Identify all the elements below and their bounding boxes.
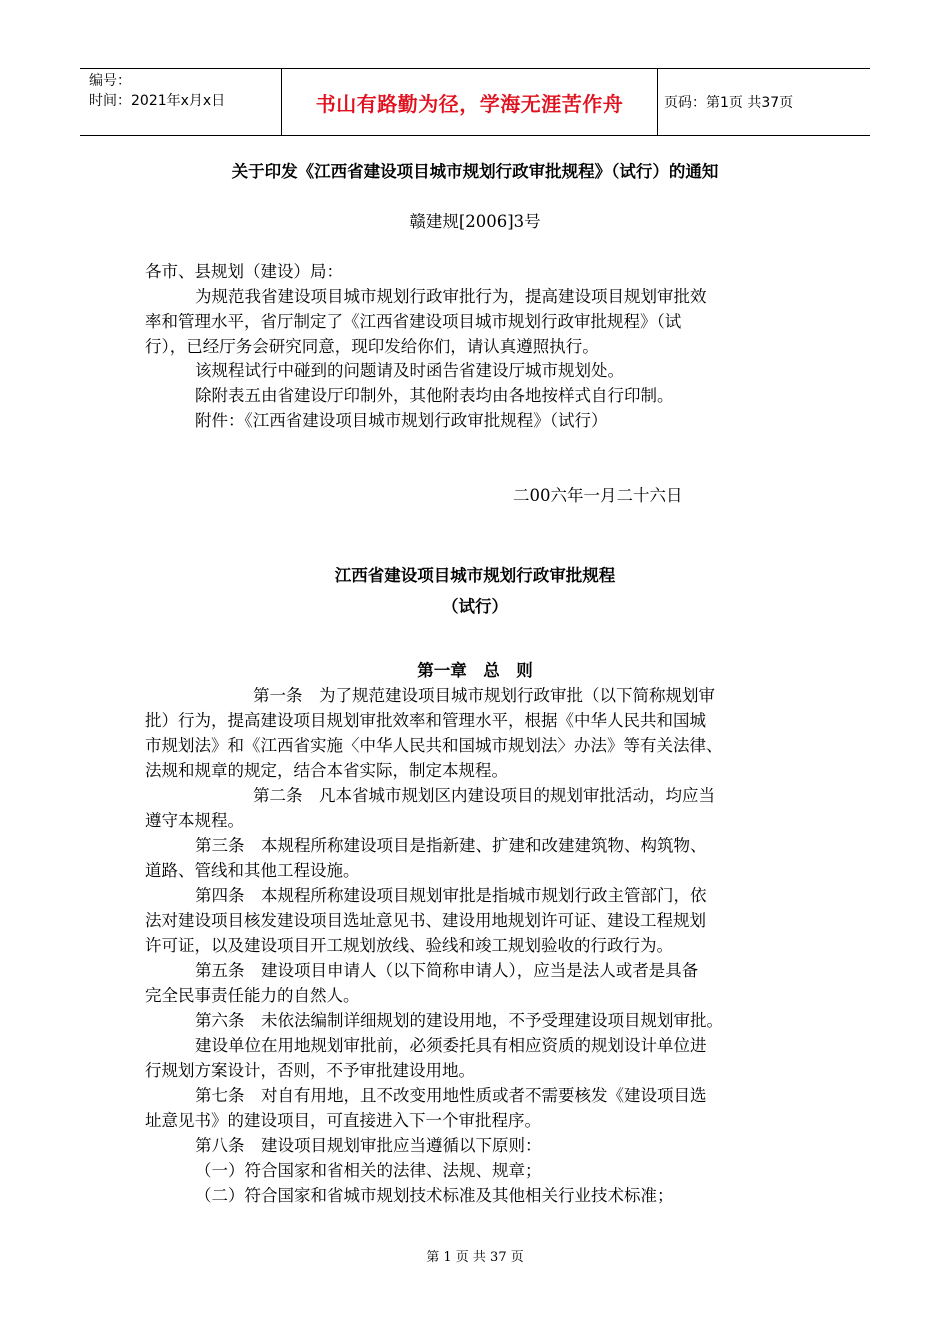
- rule-line: （二）符合国家和省城市规划技术标准及其他相关行业技术标准；: [195, 1186, 674, 1205]
- doc-number: 赣建规[2006]3号: [409, 212, 541, 231]
- para3: 除附表五由省建设厅印制外，其他附表均由各地按样式自行印制。: [195, 386, 674, 405]
- header-motto-cell: [282, 69, 658, 135]
- rule-line: （一）符合国家和省相关的法律、法规、规章；: [195, 1161, 542, 1180]
- rule-line: 完全民事责任能力的自然人。: [145, 986, 360, 1005]
- addressee: 各市、县规划（建设）局：: [145, 262, 343, 281]
- time-label: 时间：2021年x月x日: [89, 93, 226, 109]
- rule-line: 许可证，以及建设项目开工规划放线、验线和竣工规划验收的行政行为。: [145, 936, 673, 955]
- motto: 书山有路勤为径，学海无涯苦作舟: [315, 91, 624, 116]
- rule-line: 第一条 为了规范建设项目城市规划行政审批（以下简称规划审: [253, 686, 715, 705]
- notice-date: 二00六年一月二十六日: [513, 486, 683, 505]
- rule-line: 道路、管线和其他工程设施。: [145, 861, 360, 880]
- attachment: 附件：《江西省建设项目城市规划行政审批规程》（试行）: [195, 411, 608, 430]
- rule-line: 法对建设项目核发建设项目选址意见书、建设用地规划许可证、建设工程规划: [145, 911, 706, 930]
- para2: 该规程试行中碰到的问题请及时函告省建设厅城市规划处。: [195, 361, 624, 380]
- header-meta: [80, 69, 282, 135]
- rule-line: 建设单位在用地规划审批前，必须委托具有相应资质的规划设计单位进: [195, 1036, 707, 1055]
- para1-line1: 为规范我省建设项目城市规划行政审批行为，提高建设项目规划审批效: [195, 287, 707, 306]
- para1-line3: 行），已经厅务会研究同意，现印发给你们，请认真遵照执行。: [145, 337, 599, 356]
- page-header: [80, 68, 870, 136]
- rule-line: 第六条 未依法编制详细规划的建设用地，不予受理建设项目规划审批。: [195, 1011, 723, 1030]
- page-footer: 第 1 页 共 37 页: [426, 1250, 524, 1265]
- rule-line: 第三条 本规程所称建设项目是指新建、扩建和改建建筑物、构筑物、: [195, 836, 707, 855]
- header-page-info: 页码：第1页 共37页: [664, 95, 794, 111]
- rule-line: 址意见书》的建设项目，可直接进入下一个审批程序。: [145, 1111, 541, 1130]
- para1-line2: 率和管理水平，省厅制定了《江西省建设项目城市规划行政审批规程》（试: [145, 312, 682, 331]
- rule-line: 遵守本规程。: [145, 811, 244, 830]
- number-label: 编号：: [89, 73, 131, 89]
- rule-line: 第四条 本规程所称建设项目规划审批是指城市规划行政主管部门，依: [195, 886, 707, 905]
- rules-title: 江西省建设项目城市规划行政审批规程: [334, 566, 616, 585]
- notice-title: 关于印发《江西省建设项目城市规划行政审批规程》（试行）的通知: [231, 162, 719, 181]
- rule-line: 批）行为，提高建设项目规划审批效率和管理水平，根据《中华人民共和国城: [145, 711, 706, 730]
- rule-line: 行规划方案设计，否则，不予审批建设用地。: [145, 1061, 475, 1080]
- rule-line: 市规划法》和《江西省实施〈中华人民共和国城市规划法〉办法》等有关法律、: [145, 736, 723, 755]
- rule-line: 法规和规章的规定，结合本省实际，制定本规程。: [145, 761, 508, 780]
- rule-line: 第五条 建设项目申请人（以下简称申请人），应当是法人或者是具备: [195, 961, 699, 980]
- rule-line: 第二条 凡本省城市规划区内建设项目的规划审批活动，均应当: [253, 786, 715, 805]
- rules-subtitle: （试行）: [442, 597, 508, 616]
- chapter-heading: 第一章 总 则: [417, 661, 533, 680]
- rule-line: 第七条 对自有用地，且不改变用地性质或者不需要核发《建设项目选: [195, 1086, 707, 1105]
- rule-line: 第八条 建设项目规划审批应当遵循以下原则：: [195, 1136, 542, 1155]
